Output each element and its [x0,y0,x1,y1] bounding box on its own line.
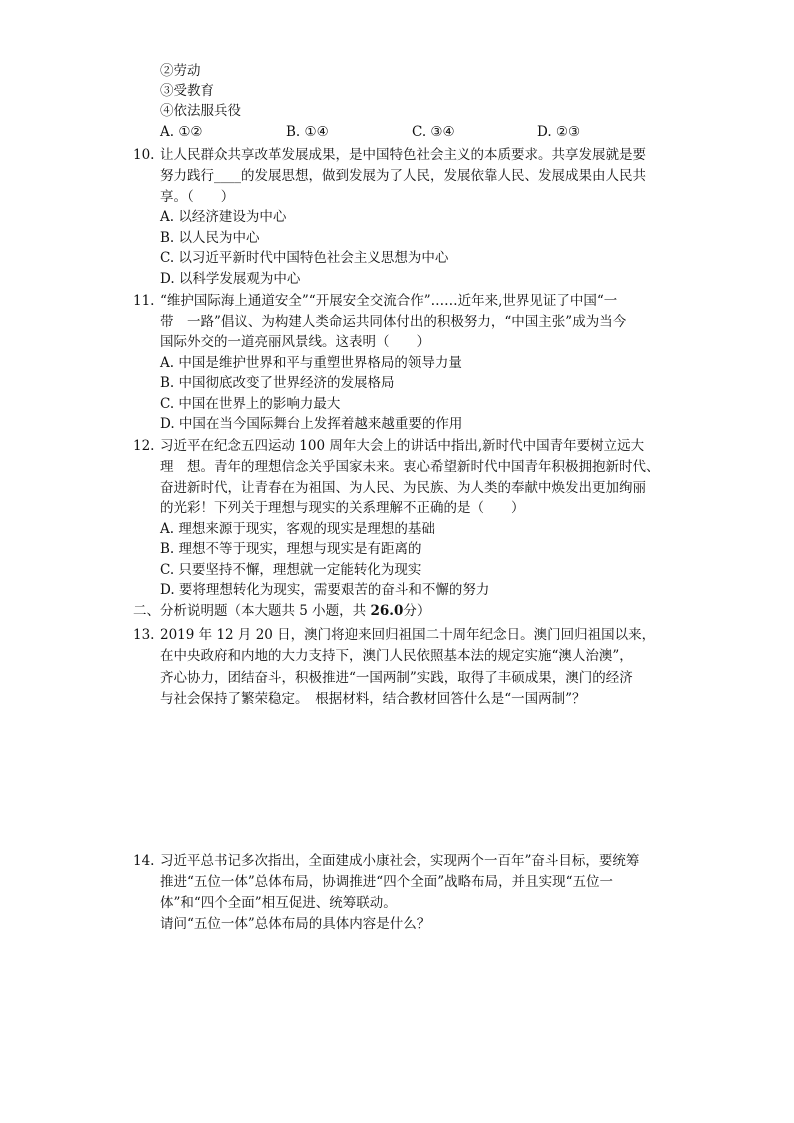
q14-stem-line-2: 推进“五位一体”总体布局，协调推进“四个全面”战略布局，并且实现“五位一 [160,874,614,890]
q14-stem-line-3: 体”和“四个全面”相互促进、统筹联动。 [160,895,397,911]
q14-stem-line-1: 习近平总书记多次指出，全面建成小康社会，实现两个一百年”奋斗目标，要统筹 [160,853,640,869]
q9-option-b[interactable]: B. ①④ [286,124,329,140]
q12-stem-line-2: 理 想。青年的理想信念关乎国家未来。衷心希望新时代中国青年积极拥抱新时代、 [160,459,660,475]
q14-number: 14. [133,853,155,869]
q9-item-education: ③受教育 [160,83,214,99]
q12-stem-line-4: 的光彩！下列关于理想与现实的关系理解不正确的是（ ） [160,500,525,516]
section-2-heading-prefix: 二、分析说明题（本大题共 5 小题，共 [133,603,371,619]
q11-stem-line-1: “维护国际海上通道安全”“开展安全交流合作”……近年来,世界见证了中国“一 [160,293,618,309]
section-2-heading [133,601,430,621]
q9-option-a[interactable]: A. ①② [160,124,203,140]
q13-stem-line-1: 2019 年 12 月 20 日，澳门将迎来回归祖国二十周年纪念日。澳门回归祖国以来， [160,627,656,643]
q9-option-c[interactable]: C. ③④ [412,124,455,140]
q11-option-a[interactable]: A. 中国是维护世界和平与重塑世界格局的领导力量 [160,355,462,371]
q12-stem-line-3: 奋进新时代，让青春在为祖国、为人民、为民族、为人类的奉献中焕发出更加绚丽 [160,480,646,496]
q9-item-labor: ②劳动 [160,63,201,79]
q13-stem-line-4: 与社会保持了繁荣稳定。 根据材料，结合教材回答什么是“一国两制”？ [160,691,586,707]
q14-question-prompt: 请问“五位一体”总体布局的具体内容是什么？ [160,916,431,932]
q10-stem-line-3: 享。（ ） [160,189,235,205]
q11-number: 11. [133,293,155,309]
q12-number: 12. [133,438,155,454]
q10-option-d[interactable]: D. 以科学发展观为中心 [160,271,301,287]
section-2-total-score: 26.0 [370,603,404,619]
q11-option-d[interactable]: D. 中国在当今国际舞台上发挥着越来越重要的作用 [160,416,463,432]
q13-number: 13. [133,627,155,643]
q11-stem-line-3: 国际外交的一道亮丽风景线。这表明（ ） [160,334,430,350]
q10-stem-line-2: 努力践行____的发展思想，做到发展为了人民，发展依靠人民、发展成果由人民共 [160,168,646,184]
q11-option-c[interactable]: C. 中国在世界上的影响力最大 [160,396,341,412]
q13-stem-line-2: 在中央政府和内地的大力支持下，澳门人民依照基本法的规定实施“澳人治澳”， [160,648,633,664]
q13-stem-line-3: 齐心协力，团结奋斗，积极推进“一国两制”实践，取得了丰硕成果，澳门的经济 [160,670,633,686]
q11-stem-line-2: 带 一路”倡议、为构建人类命运共同体付出的积极努力，“中国主张”成为当今 [160,314,627,330]
q10-option-a[interactable]: A. 以经济建设为中心 [160,209,287,225]
q9-options [160,122,640,142]
q9-item-military-service: ④依法服兵役 [160,103,241,119]
q9-option-d[interactable]: D. ②③ [537,124,581,140]
q10-option-b[interactable]: B. 以人民为中心 [160,230,260,246]
q12-stem-line-1: 习近平在纪念五四运动 100 周年大会上的讲话中指出,新时代中国青年要树立远大 [160,438,645,454]
q10-stem-line-1: 让人民群众共享改革发展成果，是中国特色社会主义的本质要求。共享发展就是要 [160,147,646,163]
q10-option-c[interactable]: C. 以习近平新时代中国特色社会主义思想为中心 [160,250,449,266]
q12-option-b[interactable]: B. 理想不等于现实，理想与现实是有距离的 [160,541,422,557]
q10-number: 10. [133,147,155,163]
q12-option-c[interactable]: C. 只要坚持不懈，理想就一定能转化为现实 [160,562,422,578]
q11-option-b[interactable]: B. 中国彻底改变了世界经济的发展格局 [160,375,395,391]
q12-option-a[interactable]: A. 理想来源于现实，客观的现实是理想的基础 [160,521,435,537]
section-2-heading-suffix: 分） [403,603,431,619]
q12-option-d[interactable]: D. 要将理想转化为现实，需要艰苦的奋斗和不懈的努力 [160,582,490,598]
